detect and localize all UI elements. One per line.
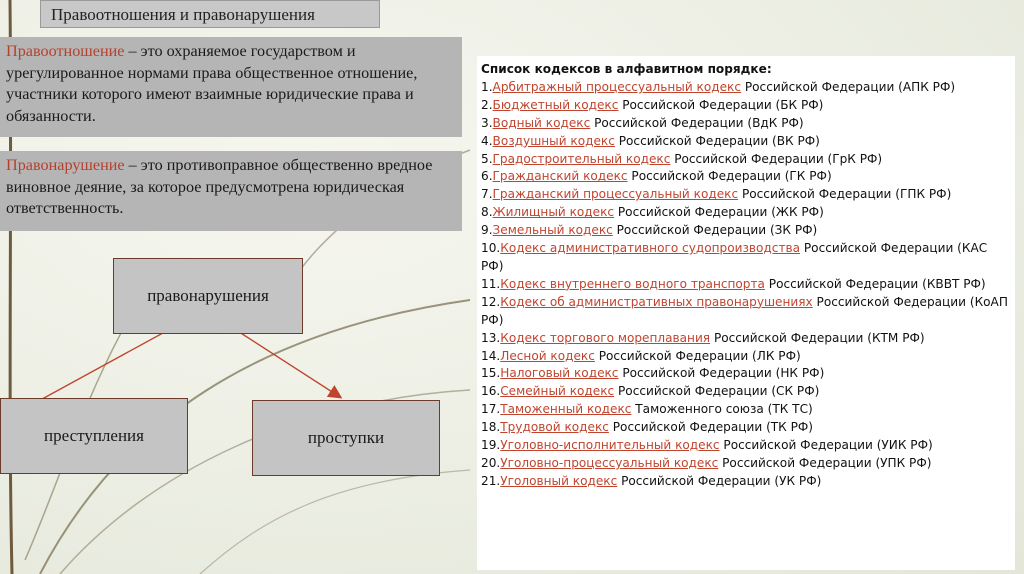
code-rest: Российской Федерации (ВК РФ) (614, 133, 820, 148)
code-list-item (481, 240, 1009, 276)
code-rest: Российской Федерации (КАС РФ) (481, 241, 988, 273)
code-rest: Российской Федерации (ГК РФ) (627, 169, 832, 184)
definition-legal-relation (0, 37, 462, 137)
code-number: 10. (481, 241, 501, 256)
code-number: 20. (481, 455, 501, 470)
code-number: 19. (481, 438, 501, 453)
code-list-item (481, 383, 1009, 401)
code-rest: Российской Федерации (ЖК РФ) (614, 205, 824, 220)
code-list-item (481, 151, 1009, 169)
code-number: 7. (481, 187, 493, 202)
code-list-item (481, 276, 1009, 294)
code-link[interactable]: Гражданский процессуальный кодекс (492, 187, 739, 202)
codes-list-panel (477, 56, 1015, 570)
code-rest: Российской Федерации (КоАП РФ) (481, 294, 1008, 327)
code-list-item (481, 133, 1009, 151)
code-rest: Российской Федерации (ЗК РФ) (612, 223, 818, 238)
code-rest: Российской Федерации (БК РФ) (618, 97, 824, 112)
diagram-node-offenses-label: правонарушения (147, 286, 269, 305)
code-number: 9. (481, 223, 493, 238)
code-list-item (481, 348, 1009, 366)
definition-offense-text: – это противоправное общественно вредное виновное деяние, за которое предусмотрена юридическая ответственность. (6, 156, 433, 217)
code-number: 18. (481, 420, 501, 435)
code-number: 14. (481, 348, 501, 363)
code-rest: Российской Федерации (УК РФ) (617, 473, 822, 488)
code-number: 3. (481, 115, 493, 130)
code-link[interactable]: Кодекс торгового мореплавания (500, 330, 711, 345)
code-rest: Российской Федерации (ГрК РФ) (670, 151, 883, 166)
code-rest: Российской Федерации (АПК РФ) (741, 79, 956, 94)
code-link[interactable]: Кодекс административного судопроизводства (500, 241, 801, 256)
code-link[interactable]: Налоговый кодекс (500, 366, 619, 381)
code-link[interactable]: Воздушный кодекс (492, 133, 615, 148)
code-link[interactable]: Уголовно-исполнительный кодекс (500, 438, 720, 453)
code-rest: Российской Федерации (КТМ РФ) (710, 330, 925, 345)
code-link[interactable]: Градостроительный кодекс (492, 151, 671, 166)
code-link[interactable]: Бюджетный кодекс (492, 97, 619, 112)
code-rest: Таможенного союза (ТК ТС) (631, 402, 813, 417)
code-number: 17. (481, 402, 501, 417)
code-list-item (481, 79, 1009, 97)
code-list-item (481, 401, 1009, 419)
code-rest: Российской Федерации (УИК РФ) (719, 438, 933, 453)
code-number: 12. (481, 294, 501, 309)
code-number: 4. (481, 133, 493, 148)
diagram-node-crimes (0, 398, 188, 474)
code-link[interactable]: Трудовой кодекс (500, 420, 609, 435)
code-link[interactable]: Земельный кодекс (492, 223, 613, 238)
diagram-node-misdemeanors-label: проступки (307, 428, 385, 447)
code-list-item (481, 473, 1009, 491)
code-list-item (481, 186, 1009, 204)
code-rest: Российской Федерации (ГПК РФ) (738, 187, 952, 202)
code-number: 5. (481, 151, 493, 166)
code-rest: Российской Федерации (ЛК РФ) (594, 348, 801, 363)
code-rest: Российской Федерации (ТК РФ) (608, 420, 814, 435)
code-list-item (481, 419, 1009, 437)
code-list-item (481, 115, 1009, 133)
code-number: 8. (481, 205, 493, 220)
code-link[interactable]: Таможенный кодекс (500, 402, 632, 417)
code-link[interactable]: Арбитражный процессуальный кодекс (492, 79, 742, 94)
code-link[interactable]: Жилищный кодекс (492, 205, 615, 220)
code-list-item (481, 97, 1009, 115)
code-rest: Российской Федерации (КВВТ РФ) (764, 276, 986, 291)
code-link[interactable]: Гражданский кодекс (492, 169, 628, 184)
code-number: 6. (481, 169, 493, 184)
code-rest: Российской Федерации (НК РФ) (618, 366, 825, 381)
code-rest: Российской Федерации (УПК РФ) (718, 455, 932, 470)
code-link[interactable]: Кодекс внутреннего водного транспорта (500, 276, 765, 291)
code-link[interactable]: Уголовный кодекс (500, 473, 618, 488)
slide-title: Правоотношения и правонарушения (40, 0, 380, 28)
code-list-item (481, 330, 1009, 348)
code-link[interactable]: Водный кодекс (492, 115, 591, 130)
code-link[interactable]: Уголовно-процессуальный кодекс (500, 455, 719, 470)
code-list-item (481, 455, 1009, 473)
code-number: 1. (481, 79, 493, 94)
code-number: 15. (481, 366, 501, 381)
definition-offense (0, 151, 462, 231)
diagram-node-crimes-label: преступления (44, 426, 144, 445)
diagram-node-misdemeanors (252, 400, 440, 476)
definition-legal-relation-text: – это охраняемое государством и урегулированное нормами права общественное отношение, участники которого имеют взаимные юридические права и обязанности. (6, 42, 418, 125)
code-number: 13. (481, 330, 501, 345)
code-rest: Российской Федерации (СК РФ) (614, 384, 820, 399)
code-list-item (481, 365, 1009, 383)
code-number: 21. (481, 473, 501, 488)
codes-list-heading: Список кодексов в алфавитном порядке: (481, 62, 772, 76)
term-legal-relation: Правоотношение (6, 42, 125, 60)
code-link[interactable]: Семейный кодекс (500, 384, 615, 399)
diagram-node-offenses (113, 258, 303, 334)
code-list-item (481, 294, 1009, 330)
code-number: 16. (481, 384, 501, 399)
code-list-item (481, 222, 1009, 240)
code-list-item (481, 168, 1009, 186)
code-number: 11. (481, 276, 501, 291)
code-link[interactable]: Лесной кодекс (500, 348, 595, 363)
code-list-item (481, 204, 1009, 222)
code-rest: Российской Федерации (ВдК РФ) (590, 115, 804, 130)
code-number: 2. (481, 97, 493, 112)
code-link[interactable]: Кодекс об административных правонарушениях (500, 294, 813, 309)
code-list-item (481, 437, 1009, 455)
term-offense: Правонарушение (6, 156, 125, 174)
codes-list (481, 79, 1009, 491)
